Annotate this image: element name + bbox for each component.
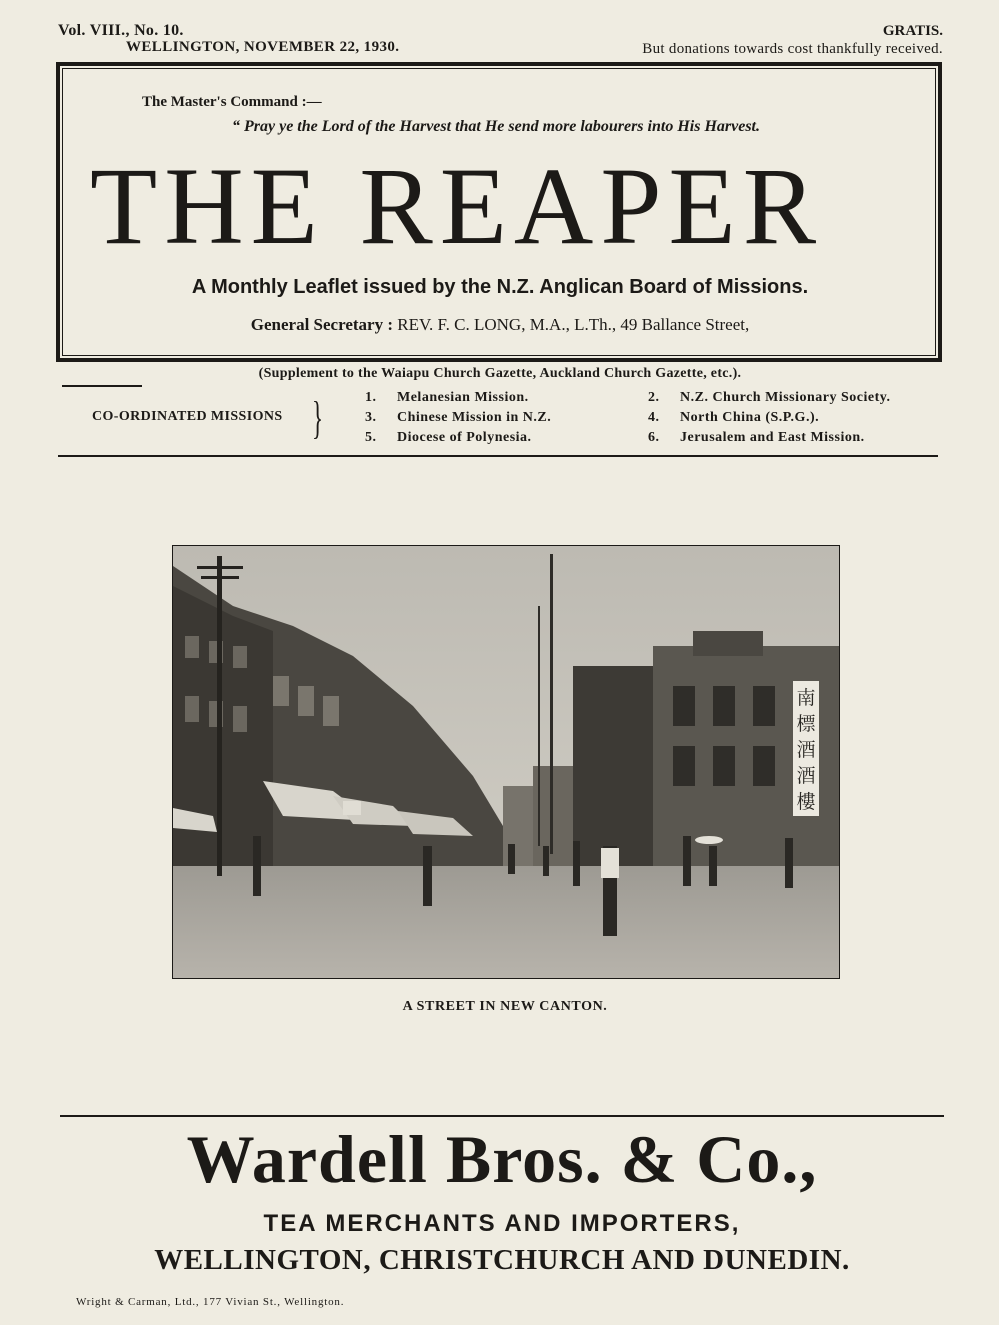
mission-item [648, 410, 819, 426]
printer-imprint: Wright & Carman, Ltd., 177 Vivian St., Wellington. [76, 1296, 345, 1308]
ornament-rule [62, 385, 142, 387]
publication-title: THE REAPER [90, 145, 824, 267]
mission-item [365, 430, 532, 446]
sign-character: 酒 [796, 739, 816, 761]
advertiser-business: TEA MERCHANTS AND IMPORTERS, [263, 1210, 741, 1237]
sign-character: 酒 [796, 765, 816, 787]
mission-item [648, 430, 865, 446]
mission-number: 6. [648, 430, 660, 445]
mission-name: N.Z. Church Missionary Society. [680, 390, 891, 405]
volume-number: Vol. VIII., No. 10. [58, 22, 184, 39]
mission-name: Jerusalem and East Mission. [680, 430, 865, 445]
mission-name: Diocese of Polynesia. [397, 430, 532, 445]
secretary-text: REV. F. C. LONG, M.A., L.Th., 49 Ballance Street, [392, 315, 750, 334]
dateline: WELLINGTON, NOVEMBER 22, 1930. [126, 39, 400, 55]
sign-character: 標 [796, 713, 816, 735]
mission-name: Melanesian Mission. [397, 390, 529, 405]
mission-item [365, 390, 529, 406]
supplement-note: (Supplement to the Waiapu Church Gazette, Auckland Church Gazette, etc.). [258, 366, 742, 381]
mission-number: 1. [365, 390, 377, 405]
section-rule [58, 455, 938, 457]
advertiser-name: Wardell Bros. & Co., [186, 1121, 818, 1197]
photo-caption: A STREET IN NEW CANTON. [402, 999, 608, 1014]
missions-brace: } [312, 392, 324, 443]
mission-number: 4. [648, 410, 660, 425]
mission-item [365, 410, 551, 426]
mission-item [648, 390, 890, 406]
sign-character: 樓 [796, 791, 816, 813]
secretary-label: General Secretary : [250, 315, 393, 334]
publication-subtitle: A Monthly Leaflet issued by the N.Z. Anglican Board of Missions. [191, 276, 809, 298]
command-label: The Master's Command :— [142, 94, 322, 110]
mission-number: 3. [365, 410, 377, 425]
command-quote: “ Pray ye the Lord of the Harvest that He send more labourers into His Harvest. [232, 118, 760, 135]
street-scene-image [173, 546, 839, 978]
price-label: GRATIS. [882, 23, 943, 39]
general-secretary-line [60, 315, 940, 335]
advertiser-cities: WELLINGTON, CHRISTCHURCH AND DUNEDIN. [154, 1244, 850, 1276]
street-photograph [172, 545, 840, 979]
missions-label: CO-ORDINATED MISSIONS [92, 409, 283, 424]
mission-name: North China (S.P.G.). [680, 410, 820, 425]
advert-rule [60, 1115, 944, 1117]
donations-note: But donations towards cost thankfully received. [642, 41, 943, 57]
mission-name: Chinese Mission in N.Z. [397, 410, 552, 425]
mission-number: 5. [365, 430, 377, 445]
mission-number: 2. [648, 390, 660, 405]
sign-character: 南 [796, 687, 816, 709]
